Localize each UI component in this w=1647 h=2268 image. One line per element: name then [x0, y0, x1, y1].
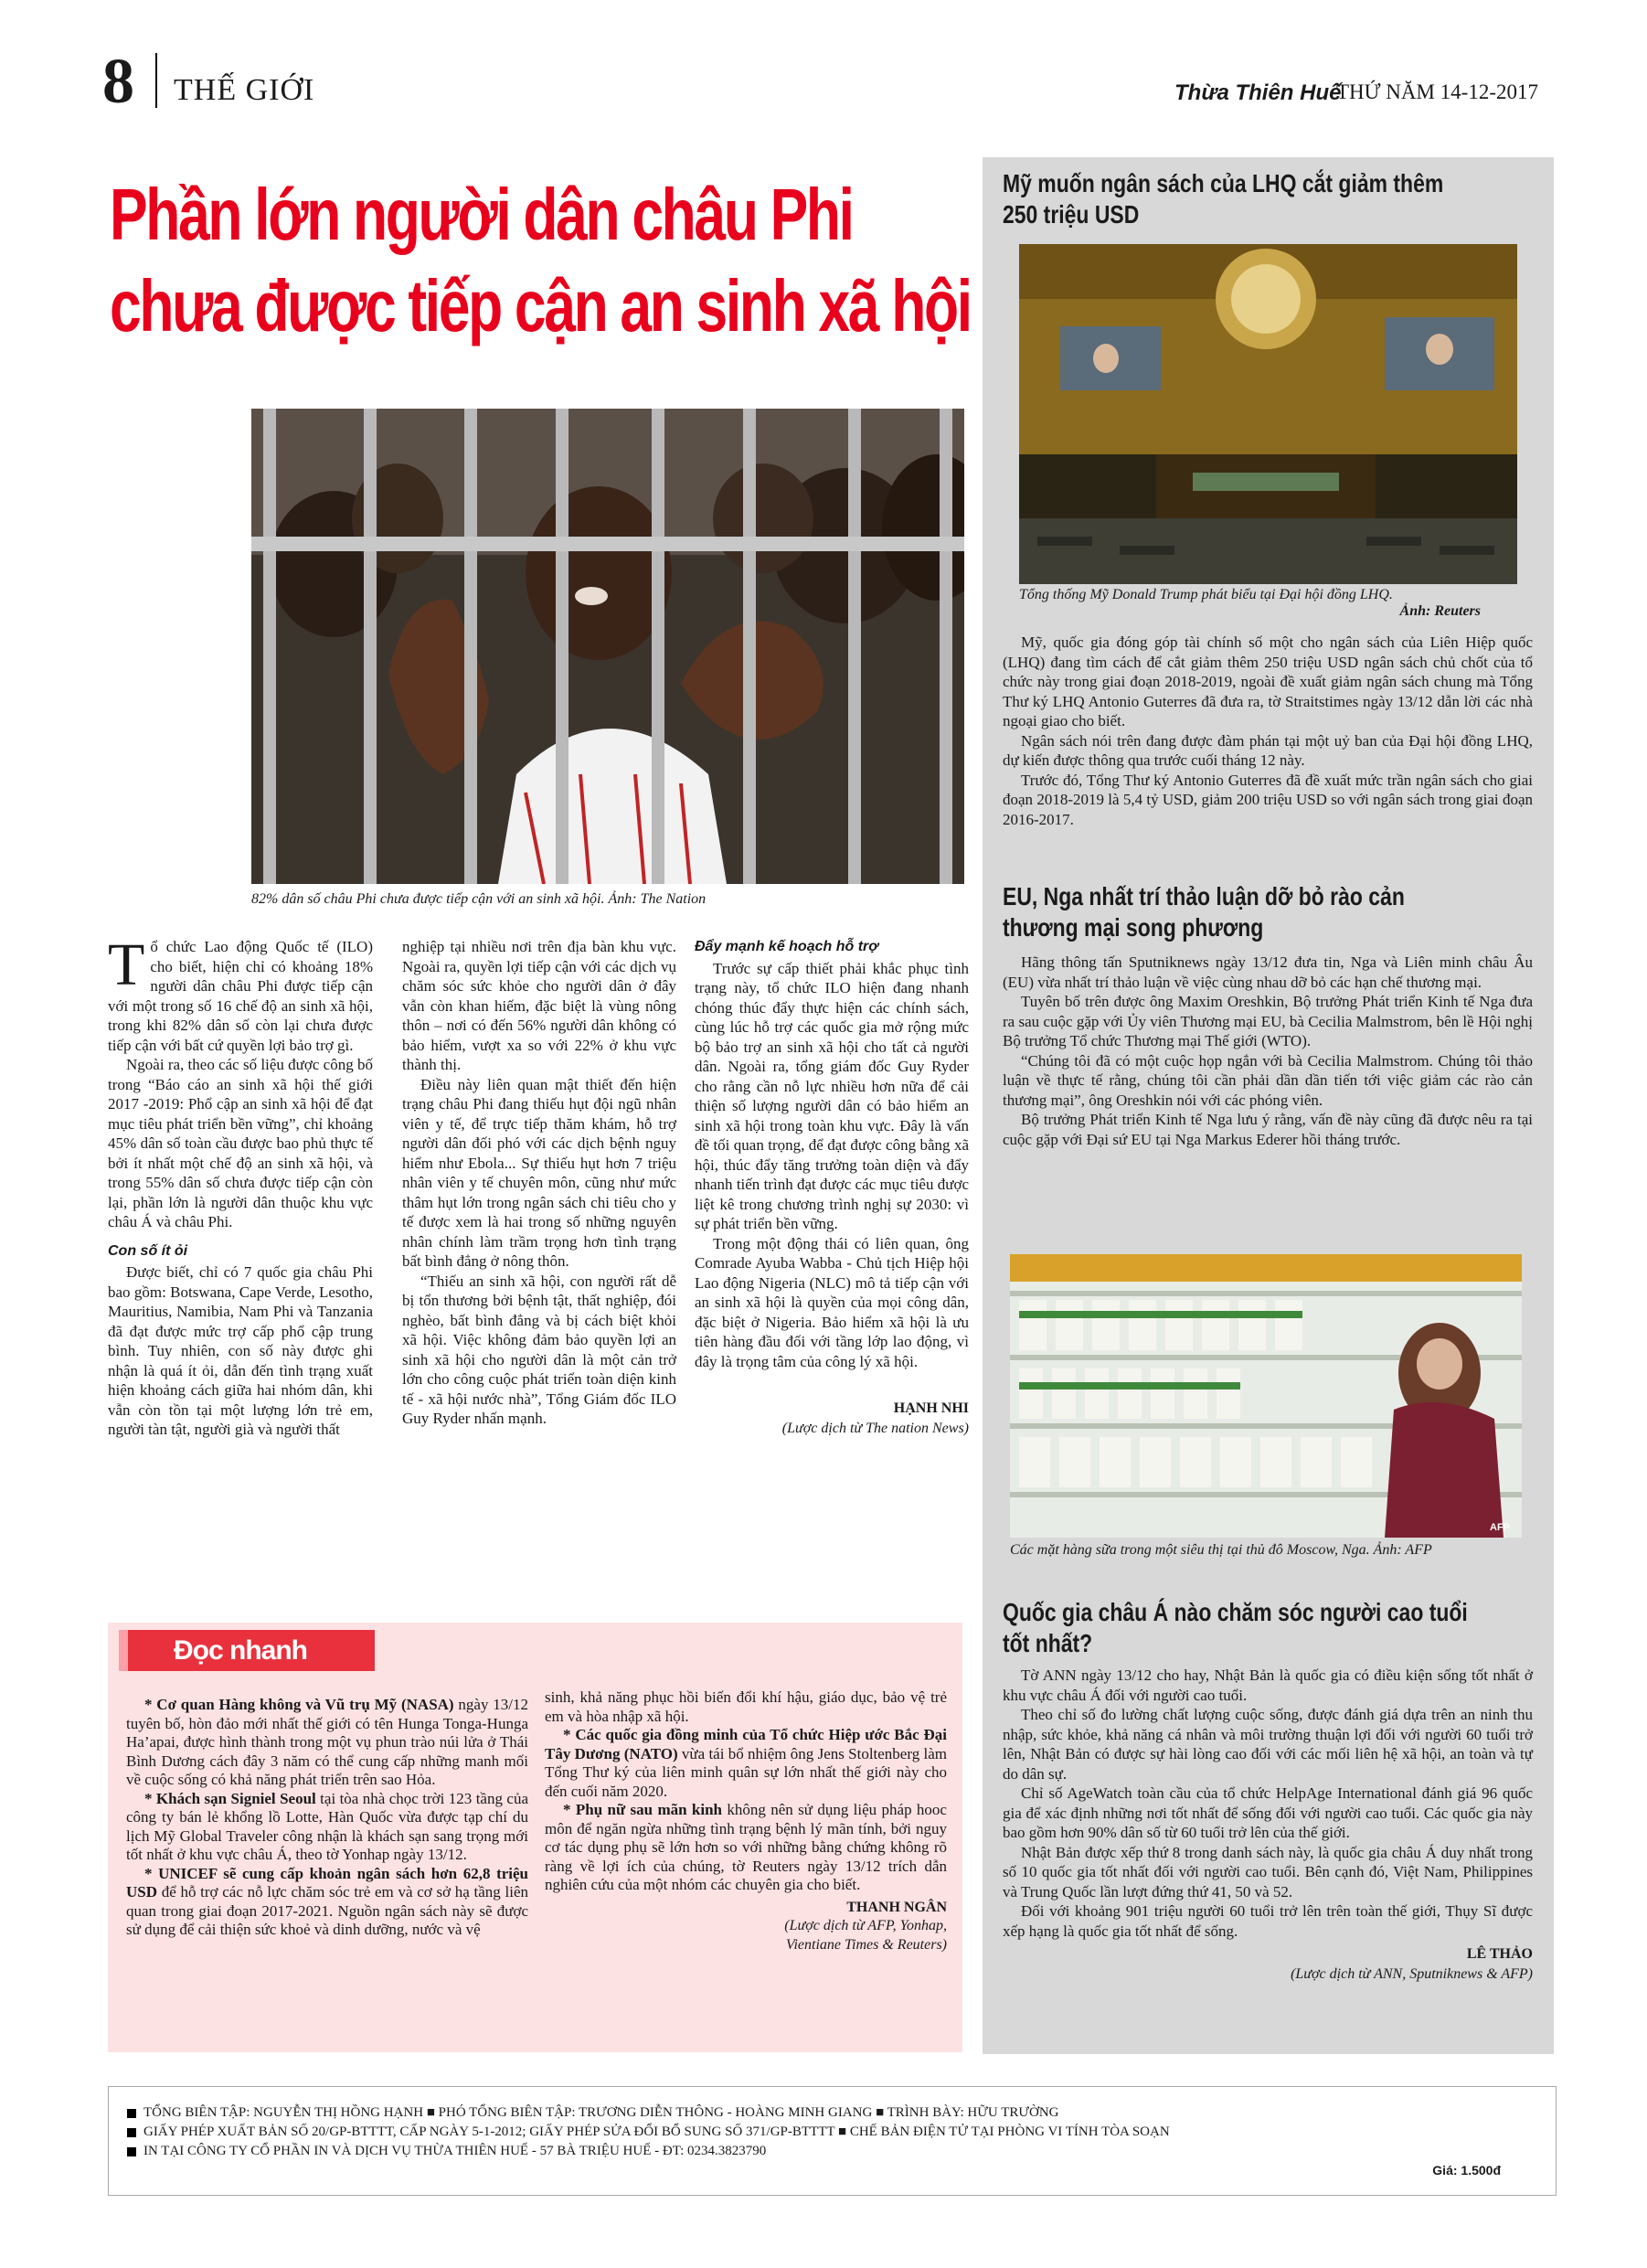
sidebar-story-2-title: EU, Nga nhất trí thảo luận dỡ bỏ rào cản thương mại song phương — [1003, 882, 1405, 942]
main-photo-migrants — [251, 409, 964, 884]
supermarket-dairy-photo — [1010, 1254, 1522, 1538]
footer-line-printer: IN TẠI CÔNG TY CỔ PHẦN IN VÀ DỊCH VỤ THỪA THIÊN HUẾ - 57 BÀ TRIỆU HUẾ - ĐT: 0234.3823790 — [127, 2142, 1537, 2161]
world-news-sidebar — [983, 157, 1554, 2054]
quick-news-source: (Lược dịch từ AFP, Yonhap, Vientiane Times & Reuters) — [784, 1918, 947, 1953]
un-photo-caption: Tổng thống Mỹ Donald Trump phát biểu tại Đại hội đồng LHQ. Ảnh: Reuters — [1019, 587, 1481, 619]
sidebar-story-3-body: Tờ ANN ngày 13/12 cho hay, Nhật Bản là quốc gia có điều kiện sống tốt nhất ở khu vực châu Á đối với người cao tuổi. Theo chỉ số đo lường chất lượng cuộc sống, được đánh giá dựa trên an ninh thu nhập, sức khỏe, khả năng cá nhân và môi trường thuận lợi đối với người 60 tuổi trở lên, Nhật Bản có được sự hài lòng cao đối với các mối liên hệ xã hội, an toàn và tự do dân sự. Chỉ số AgeWatch toàn cầu của tổ chức HelpAge International đánh giá 96 quốc gia để xác định những nơi tốt nhất để sống đối với người cao tuổi. Các quốc gia này bao gồm hơn 90% dân số từ 60 tuổi trở lên của thế giới. Nhật Bản được xếp thứ 8 trong danh sách này, là quốc gia châu Á duy nhất trong số 10 quốc gia tốt nhất đối với người cao tuổi. Bên cạnh đó, Việt Nam, Philippines và Trung Quốc lần lượt đứng thứ 41, 50 và 52. Đối với khoảng 901 triệu người 60 tuổi trở lên trên toàn thế giới, Thụy Sĩ được xếp hạng là quốc gia tốt nhất để sống. LÊ THẢO (Lược dịch từ ANN, Sputniknews & AFP) — [1003, 1666, 1533, 1984]
article-byline: HẠNH NHI — [893, 1400, 969, 1416]
article-subhead: Đẩy mạnh kế hoạch hỗ trợ — [695, 939, 879, 954]
sidebar-story-1-body: Mỹ, quốc gia đóng góp tài chính số một cho ngân sách của Liên Hiệp quốc (LHQ) đang tìm cách để cắt giảm thêm 250 triệu USD ngân sách chủ chốt của tổ chức này trong giai đoạn 2018-2019, ngoài đề xuất giảm ngân sách chung mà Tổng Thư ký LHQ Antonio Guterres đã đưa ra, tờ Straitstimes ngày 13/12 dẫn lời các nhà ngoại giao cho biết. Ngân sách nói trên đang được đàm phán tại một uỷ ban của Đại hội đồng LHQ, dự kiến được thông qua trước cuối tháng 12 này. Trước đó, Tổng Thư ký Antonio Guterres đã đề xuất mức trần ngân sách cho giai đoạn 2018-2019 là 5,4 tỷ USD, giảm 200 triệu USD so với ngân sách trong giai đoạn 2016-2017. — [1003, 634, 1533, 828]
article-subhead: Con số ít ỏi — [108, 1242, 188, 1259]
photo-credit: AFP — [1490, 1522, 1510, 1533]
quick-news-box — [108, 1623, 962, 2052]
quick-news-column-2 — [545, 1688, 947, 1954]
main-headline — [110, 169, 971, 352]
dairy-photo-caption: Các mặt hàng sữa trong một siêu thị tại thủ đô Moscow, Nga. Ảnh: AFP — [1010, 1542, 1432, 1558]
article-paragraph: Trước sự cấp thiết phải khắc phục tình trạng này, tổ chức ILO hiện đang nhanh chóng thúc đẩy thực hiện các chính sách, cùng lúc hỗ trợ các quốc gia mở rộng mức bộ bảo trợ an sinh xã hội cho tất cả người dân. Ngoài ra, tổng giám đốc Guy Ryder cho rằng cần nỗ lực nhiều hơn nữa để cải thiện số lượng người dân có bảo hiểm an sinh xã hội trong toàn khu vực. Đây là vấn đề tối quan trọng, để đạt được công bằng xã hội, thúc đẩy tăng trưởng toàn diện và đẩy nhanh tiến trình đạt được các mục tiêu được liệt kê trong chương trình nghị sự 2030: vì sự phát triển bền vững. — [695, 959, 969, 1232]
newspaper-brand: Thừa Thiên Huế — [1174, 80, 1342, 105]
article-paragraph: Ngoài ra, theo các số liệu được công bố trong “Báo cáo an sinh xã hội thế giới 2017 -2019: Phổ cập an sinh xã hội để đạt mục tiêu phát triển bền vững”, chỉ khoảng 45% dân số toàn cầu được bao phủ thực tế bởi ít nhất một chế độ an sinh xã hội, và trong 55% dân số chưa được tiếp cận còn lại, phần lớn là người dân thuộc khu vực châu Á và châu Phi. — [108, 1056, 373, 1230]
sidebar-story-3-byline: LÊ THẢO — [1466, 1946, 1533, 1962]
un-general-assembly-image — [1019, 244, 1517, 584]
migrants-behind-bars-image — [251, 409, 964, 884]
article-source: (Lược dịch từ The nation News) — [781, 1420, 969, 1436]
un-assembly-photo — [1019, 244, 1517, 584]
article-paragraph: nghiệp tại nhiều nơi trên địa bàn khu vực. Ngoài ra, quyền lợi tiếp cận với các dịch vụ chăm sóc sức khỏe cho người dân ở đây vẫn còn khan hiếm, đặc biệt là vùng nông thôn – nơi có đến 56% người dân không có bảo hiểm, vượt xa so với 22% ở khu vực thành thị. — [402, 938, 676, 1073]
dairy-shelves-image — [1010, 1254, 1522, 1538]
dropcap: T — [108, 932, 145, 998]
issue-date: THỨ NĂM 14-12-2017 — [1336, 80, 1538, 103]
headline-line-2: chưa được tiếp cận an sinh xã hội — [110, 265, 971, 346]
sidebar-story-3-source: (Lược dịch từ ANN, Sputniknews & AFP) — [1291, 1965, 1533, 1982]
sidebar-story-1-title: Mỹ muốn ngân sách của LHQ cắt giảm thêm 250 triệu USD — [1003, 169, 1444, 229]
masthead-footer — [108, 2086, 1557, 2196]
footer-line-license: GIẤY PHÉP XUẤT BẢN SỐ 20/GP-BTTTT, CẤP NGÀY 5-1-2012; GIẤY PHÉP SỬA ĐỔI BỔ SUNG SỐ 371/GP-BTTTT ■ CHẾ BẢN ĐIỆN TỬ TẠI PHÒNG VI TÍNH TÒA SOẠN — [127, 2123, 1537, 2142]
article-column-1 — [108, 932, 373, 1440]
article-paragraph: “Thiếu an sinh xã hội, con người rất dễ bị tổn thương bởi bệnh tật, thất nghiệp, đói nghèo, bất bình đẳng và bị cách biệt khỏi xã hội. Việc không đảm bảo quyền lợi an sinh xã hội cho người dân là một cản trở lớn cho công cuộc phát triển toàn diện kinh tế - xã hội nước nhà”, Tổng Giám đốc ILO Guy Ryder nhấn mạnh. — [402, 1272, 676, 1427]
header-divider — [155, 53, 157, 108]
quick-news-item: * Cơ quan Hàng không và Vũ trụ Mỹ (NASA) ngày 13/12 tuyên bố, hòn đảo mới nhất thế giới có tên Hunga Tonga-Hunga Ha’apai, được hình thành trong một vụ phun trào núi lửa ở Thái Bình Dương cách đây 3 năm có thể cung cấp những manh mối về cuộc sống có khả năng phát triển trên sao Hỏa. — [126, 1696, 528, 1788]
quick-news-byline: THANH NGÂN — [846, 1899, 947, 1915]
sidebar-story-2-body: Hãng thông tấn Sputniknews ngày 13/12 đưa tin, Nga và Liên minh châu Âu (EU) vừa nhất trí thảo luận về việc cùng nhau dỡ bỏ các hạn chế thương mại. Tuyên bố trên được ông Maxim Oreshkin, Bộ trưởng Phát triển Kinh tế Nga đưa ra sau cuộc gặp với Ủy viên Thương mại EU, bà Cecilia Malmstrom, bên lề Hội nghị Bộ trưởng Tổ chức Thương mại Thế giới (WTO). “Chúng tôi đã có một cuộc họp ngắn với bà Cecilia Malmstrom. Chúng tôi thảo luận về thực tế rằng, chúng tôi cần phải dần dần tiến tới việc giảm các rào cản thương mại”, ông Oreshkin nói với các phóng viên. Bộ trưởng Phát triển Kinh tế Nga lưu ý rằng, vấn đề này cũng đã được nêu ra tại cuộc gặp với Đại sứ EU tại Nga Markus Ederer hồi tháng trước. — [1003, 953, 1533, 1148]
quick-news-item-continued: sinh, khả năng phục hồi biến đổi khí hậu, giáo dục, bảo vệ trẻ em và hòa nhập xã hội. — [545, 1688, 947, 1725]
quick-news-title: Đọc nhanh — [128, 1630, 375, 1671]
quick-news-column-1 — [126, 1696, 528, 1940]
quick-news-title-bar — [108, 1623, 373, 1673]
article-column-3 — [695, 937, 969, 1438]
sidebar-story-3-title: Quốc gia châu Á nào chăm sóc người cao tuổi tốt nhất? — [1003, 1598, 1468, 1657]
article-paragraph: ổ chức Lao động Quốc tế (ILO) cho biết, hiện chỉ có khoảng 18% người dân châu Phi được tiếp cận với một trong số 16 chế độ an sinh xã hội, trong khi 82% dân số còn lại chưa được tiếp cận với bất cứ quyền lợi bảo trợ gì. — [108, 938, 373, 1054]
section-name: THẾ GIỚI — [174, 73, 315, 107]
quick-news-item: * UNICEF sẽ cung cấp khoản ngân sách hơn 62,8 triệu USD để hỗ trợ các nỗ lực chăm sóc trẻ em và cơ sở hạ tầng liên quan trong giai đoạn 2017-2021. Nguồn ngân sách này sẽ được sử dụng để cải thiện sức khoẻ và dinh dưỡng, nước và vệ — [126, 1864, 528, 1938]
quick-news-item: * Khách sạn Signiel Seoul tại tòa nhà chọc trời 123 tầng của công ty bán lẻ khổng lồ Lotte, Hàn Quốc vừa được tạp chí du lịch Mỹ Global Traveler công nhận là khách sạn sang trọng mới tốt nhất ở khu vực châu Á, theo tờ Yonhap ngày 13/12. — [126, 1789, 528, 1863]
headline-line-1: Phần lớn người dân châu Phi — [110, 174, 853, 255]
issue-price: Giá: 1.500đ — [1432, 2163, 1501, 2177]
article-paragraph: Điều này liên quan mật thiết đến hiện trạng châu Phi đang thiếu hụt đội ngũ nhân viên y tế, để trực tiếp thăm khám, hỗ trợ người dân đối phó với các dịch bệnh nguy hiểm như Ebola... Sự thiếu hụt hơn 7 triệu nhân viên y tế chuyên môn, cũng như mức thâm hụt lớn trong ngân sách chi tiêu cho y tế được xem là hai trong số những nguyên nhân chính làm trầm trọng hơn tình trạng bất bình đẳng ở nông thôn. — [402, 1075, 676, 1270]
page-number: 8 — [102, 47, 134, 117]
article-paragraph: Trong một động thái có liên quan, ông Comrade Ayuba Wabba - Chủ tịch Hiệp hội Lao động Nigeria (NLC) mô tả tiếp cận với an sinh xã hội là quyền của mọi công dân, đặc biệt ở Nigeria. Bảo hiểm xã hội là ưu tiên hàng đầu đối với tầng lớp lao động, vì đây là trọng tâm của công lý xã hội. — [695, 1234, 969, 1370]
article-column-2 — [402, 937, 676, 1429]
quick-news-item: * Phụ nữ sau mãn kinh không nên sử dụng liệu pháp hooc môn để ngăn ngừa những tình trạng bệnh lý mãn tính, bởi nguy cơ tác dụng phụ sẽ lớn hơn so với những bằng chứng không rõ ràng về lợi ích của chúng, tờ Reuters ngày 13/12 trích dẫn nghiên cứu của một nhóm các chuyên gia cho biết. — [545, 1801, 947, 1893]
article-intro — [108, 932, 373, 1055]
footer-line-editors: TỔNG BIÊN TẬP: NGUYỄN THỊ HỒNG HẠNH ■ PHÓ TỔNG BIÊN TẬP: TRƯƠNG DIỄN THÔNG - HOÀNG MINH GIANG ■ TRÌNH BÀY: HỮU TRƯỜNG — [127, 2103, 1537, 2123]
article-paragraph: Được biết, chỉ có 7 quốc gia châu Phi bao gồm: Botswana, Cape Verde, Lesotho, Mauritius, Namibia, Nam Phi và Tanzania đã đạt được mức trợ cấp phổ cập trung bình. Tuy nhiên, con số này được ghi nhận là quá ít ỏi, dẫn đến tình trạng xuất hiện khoảng cách giữa hai nhóm dân, khi vẫn còn tồn tại một lượng lớn trẻ em, người tàn tật, người già và người thất — [108, 1263, 373, 1438]
main-photo-caption: 82% dân số châu Phi chưa được tiếp cận với an sinh xã hội. Ảnh: The Nation — [251, 891, 707, 907]
quick-news-item: * Các quốc gia đồng minh của Tổ chức Hiệp ước Bắc Đại Tây Dương (NATO) vừa tái bổ nhiệm ông Jens Stoltenberg làm Tổng Thư ký của liên minh quân sự lớn nhất thế giới này cho đến cuối năm 2020. — [545, 1726, 947, 1800]
